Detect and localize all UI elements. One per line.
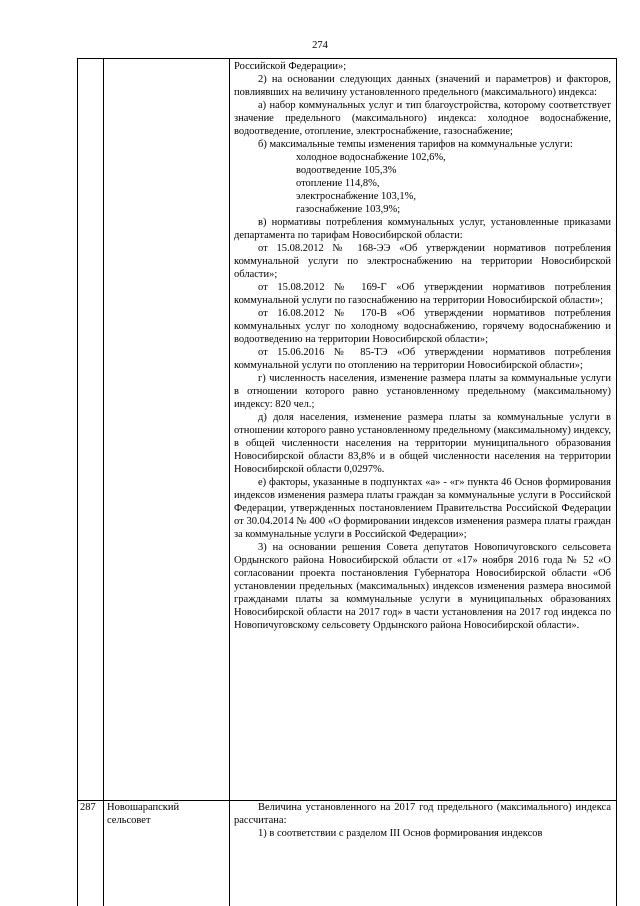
row-content-cell (234, 801, 611, 840)
paragraph: 3) на основании решения Совета депутатов Новопичуговского сельсовета Ордынского района Новосибирской области от «17» ноября 2016 года № 52 «О согласовании проекта постановления Губернатора Новосибирской области «Об установлении предельных (максимальных) индексов изменения размера вносимой гражданами платы за коммунальные услуги в муниципальных образованиях Новосибирской области на 2017 год» в части установления на 2017 год индекса по Новопичуговскому сельсовету Ордынского района Новосибирской области». (234, 542, 611, 631)
tariff-list (234, 151, 611, 216)
paragraph: Величина установленного на 2017 год предельного (максимального) индекса рассчитана: (234, 802, 611, 826)
document-table (77, 58, 617, 906)
municipality-name: Новошарапский сельсовет (107, 802, 180, 826)
paragraph: д) доля населения, изменение размера платы за коммунальные услуги в отношении которого равно установленному предельному (максимальному) индексу, в общей численности населения на территории муниципального образования Новосибирской области 83,8% и в общей численности населения на территории Новосибирской области 0,0297%. (234, 412, 611, 475)
column-divider (229, 59, 230, 906)
paragraph: б) максимальные темпы изменения тарифов на коммунальные услуги: (258, 139, 573, 150)
page-number: 274 (312, 40, 328, 51)
list-item: электроснабжение 103,1%, (296, 191, 416, 202)
paragraph: е) факторы, указанные в подпунктах «а» - «г» пункта 46 Основ формирования индексов изменения размера платы граждан за коммунальные услуги в Российской Федерации, утвержденных постановлением Правительства Российской Федерации от 30.04.2014 № 400 «О формировании индексов изменения размера платы граждан за коммунальные услуги в Российской Федерации»; (234, 477, 611, 540)
paragraph: от 16.08.2012 № 170-В «Об утверждении нормативов потребления коммунальных услуг по холодному водоснабжению, горячему водоснабжению и водоотведению на территории Новосибирской области»; (234, 308, 611, 345)
paragraph: от 15.06.2016 № 85-ТЭ «Об утверждении нормативов потребления коммунальной услуги по отоплению на территории Новосибирской области»; (234, 347, 611, 371)
paragraph: от 15.08.2012 № 169-Г «Об утверждении нормативов потребления коммунальной услуги по газоснабжению на территории Новосибирской области»; (234, 282, 611, 306)
list-item: холодное водоснабжение 102,6%, (296, 152, 446, 163)
paragraph: в) нормативы потребления коммунальных услуг, установленные приказами департамента по тарифам Новосибирской области: (234, 217, 611, 241)
paragraph: Российской Федерации»; (234, 61, 347, 72)
paragraph: а) набор коммунальных услуг и тип благоустройства, которому соответствует значение предельного (максимального) индекса: холодное водоснабжение, водоотведение, отопление, электроснабжение, газоснабжение; (234, 100, 611, 137)
paragraph: 2) на основании следующих данных (значений и параметров) и факторов, повлиявших на величину установленного предельного (максимального) индекса: (234, 74, 611, 98)
list-item: отопление 114,8%, (296, 178, 380, 189)
continuation-cell (234, 60, 611, 632)
paragraph: от 15.08.2012 № 168-ЭЭ «Об утверждении нормативов потребления коммунальной услуги по электроснабжению на территории Новосибирской области»; (234, 243, 611, 280)
list-item: водоотведение 105,3% (296, 165, 397, 176)
row-number: 287 (80, 802, 96, 813)
list-item: газоснабжение 103,9%; (296, 204, 401, 215)
paragraph: г) численность населения, изменение размера платы за коммунальные услуги в отношении которого равно установленному предельному (максимальному) индексу: 820 чел.; (234, 373, 611, 410)
paragraph: 1) в соответствии с разделом III Основ формирования индексов (258, 828, 543, 839)
column-divider (103, 59, 104, 906)
